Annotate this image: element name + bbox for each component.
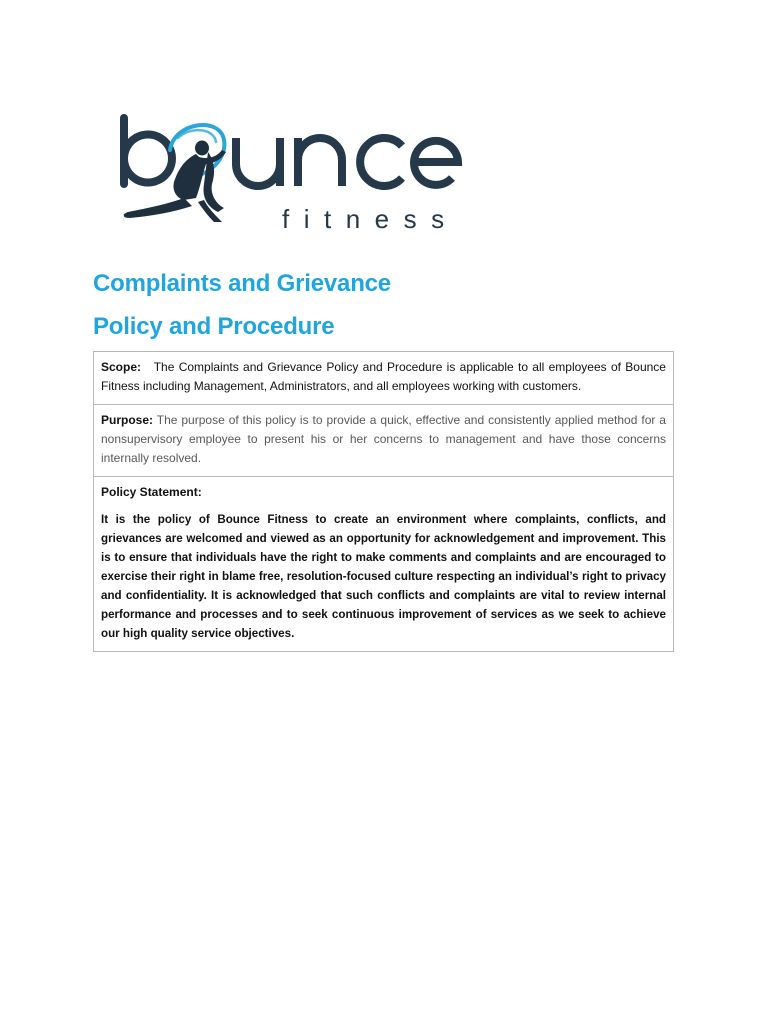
purpose-row [94, 405, 674, 477]
policy-statement-cell [94, 477, 674, 652]
bounce-fitness-logo [112, 108, 484, 234]
logo-letters-unce [236, 138, 458, 186]
title-line-2: Policy and Procedure [93, 313, 335, 340]
policy-statement-label: Policy Statement: [101, 485, 202, 499]
policy-statement-text: It is the policy of Bounce Fitness to create an environment where complaints, conflicts, and grievances are welcomed and viewed as an opportunity for acknowledgement and improvement. This is to ensure that individuals have the right to make comments and complaints and are encouraged to exercise their right in blame free, resolution-focused culture respecting an individual’s right to privacy and confidentiality. It is acknowledged that such conflicts and complaints are vital to review internal performance and processes and to seek continuous improvement of services as we seek to achieve our high quality service objectives. [101, 513, 666, 640]
document-title [93, 262, 693, 348]
purpose-label: Purpose: [101, 413, 154, 427]
policy-statement-row [94, 477, 674, 652]
scope-label: Scope: [101, 360, 142, 374]
purpose-cell [94, 405, 674, 477]
logo-fitness-text: fitness [282, 204, 459, 234]
logo-letter-b [124, 118, 172, 184]
scope-row [94, 352, 674, 405]
title-line-1: Complaints and Grievance [93, 270, 391, 297]
purpose-text: The purpose of this policy is to provide a quick, effective and consistently applied method for a nonsupervisory employee to present his or her concerns to management and have those concerns internally resolved. [101, 413, 666, 465]
scope-text: The Complaints and Grievance Policy and Procedure is applicable to all employees of Bounce Fitness including Management, Administrators, and all employees working with customers. [101, 360, 666, 393]
scope-cell [94, 352, 674, 405]
policy-table [93, 351, 674, 652]
